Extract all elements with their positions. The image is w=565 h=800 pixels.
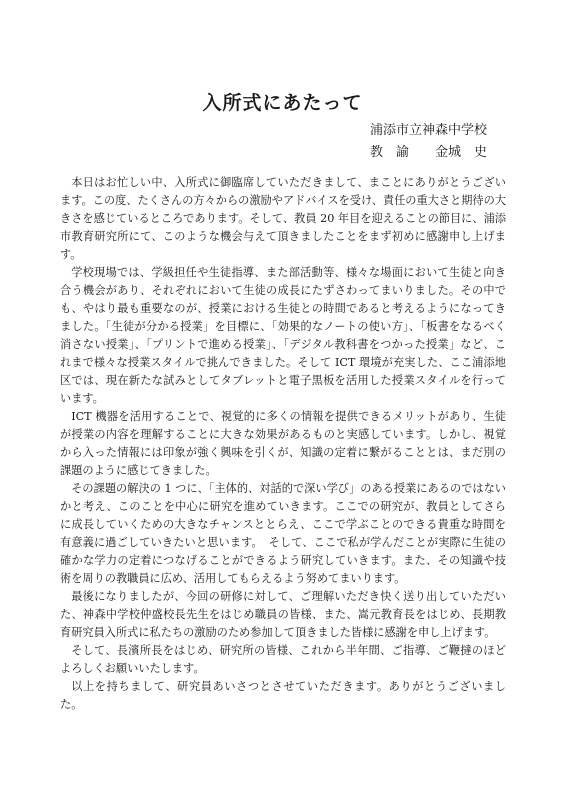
- school-name: 浦添市立神森中学校: [369, 123, 487, 138]
- paragraph: 学校現場では、学級担任や生徒指導、また部活動等、様々な場面において生徒と向き合う機会があり、それぞれにおいて生徒の成長にたずさわってまいりました。その中でも、やはり最も重要なのが、授業における生徒との時間であると考えるようになってきました。「生徒が分かる授業」を目標に、「効果的なノートの使い方」、「板書をなるべく消さない授業」、「プリントで進める授業」、「デジタル教科書をつかった授業」など、これまで様々な授業スタイルで挑んできました。そして ICT 環境が充実した、ここ浦添地区では、現在新たな試みとしてタブレットと電子黒板を活用した授業スタイルを行っています。: [60, 266, 506, 405]
- paragraph: そして、長濱所長をはじめ、研究所の皆様、これから半年間、ご指導、ご鞭撻のほどよろしくお願いいたします。: [60, 644, 506, 675]
- document-body: [60, 174, 506, 714]
- paragraph: 本日はお忙しい中、入所式に御臨席していただきまして、まことにありがとうございます。この度、たくさんの方々からの激励やアドバイスを受け、責任の重大さと期待の大きさを感じているところであります。そして、教員 20 年目を迎えることの節目に、浦添市教育研究所にて、このような機会与えて頂きましたことをまず初めに感謝申し上げます。: [60, 176, 506, 261]
- paragraph: ICT 機器を活用することで、視覚的に多くの情報を提供できるメリットがあり、生徒が授業の内容を理解することに大きな効果があるものと実感しています。しかし、視覚から入った情報には印象が強く興味を引くが、知識の定着に繋がることとは、まだ別の課題のように感じてきました。: [60, 410, 506, 477]
- document-title: 入所式にあたって: [202, 92, 363, 114]
- paragraph: その課題の解決の 1 つに、「主体的、対話的で深い学び」のある授業にあるのではないかと考え、このことを中心に研究を進めていきます。ここでの研究が、教員としてさらに成長していくための大きなチャンスととらえ、ここで学ぶことのできる貴重な時間を有意義に過ごしていきたいと思います。 そして、ここで私が学んだことが実際に生徒の確かな学力の定着につなげることができるよう研究していきます。また、その知識や技術を周りの教職員に広め、活用してもらえるよう努めてまいります。: [60, 482, 506, 585]
- paragraph: 最後になりましたが、今回の研修に対して、ご理解いただき快く送り出していただいた、神森中学校仲盛校長先生をはじめ職員の皆様、また、嵩元教育長をはじめ、長期教育研究員入所式に私たちの激励のため参加して頂きました皆様に感謝を申し上げます。: [60, 590, 506, 639]
- paragraph: 以上を持ちまして、研究員あいさつとさせていただきます。ありがとうございました。: [60, 680, 506, 711]
- author-line: 教 諭 金城 史: [369, 145, 487, 160]
